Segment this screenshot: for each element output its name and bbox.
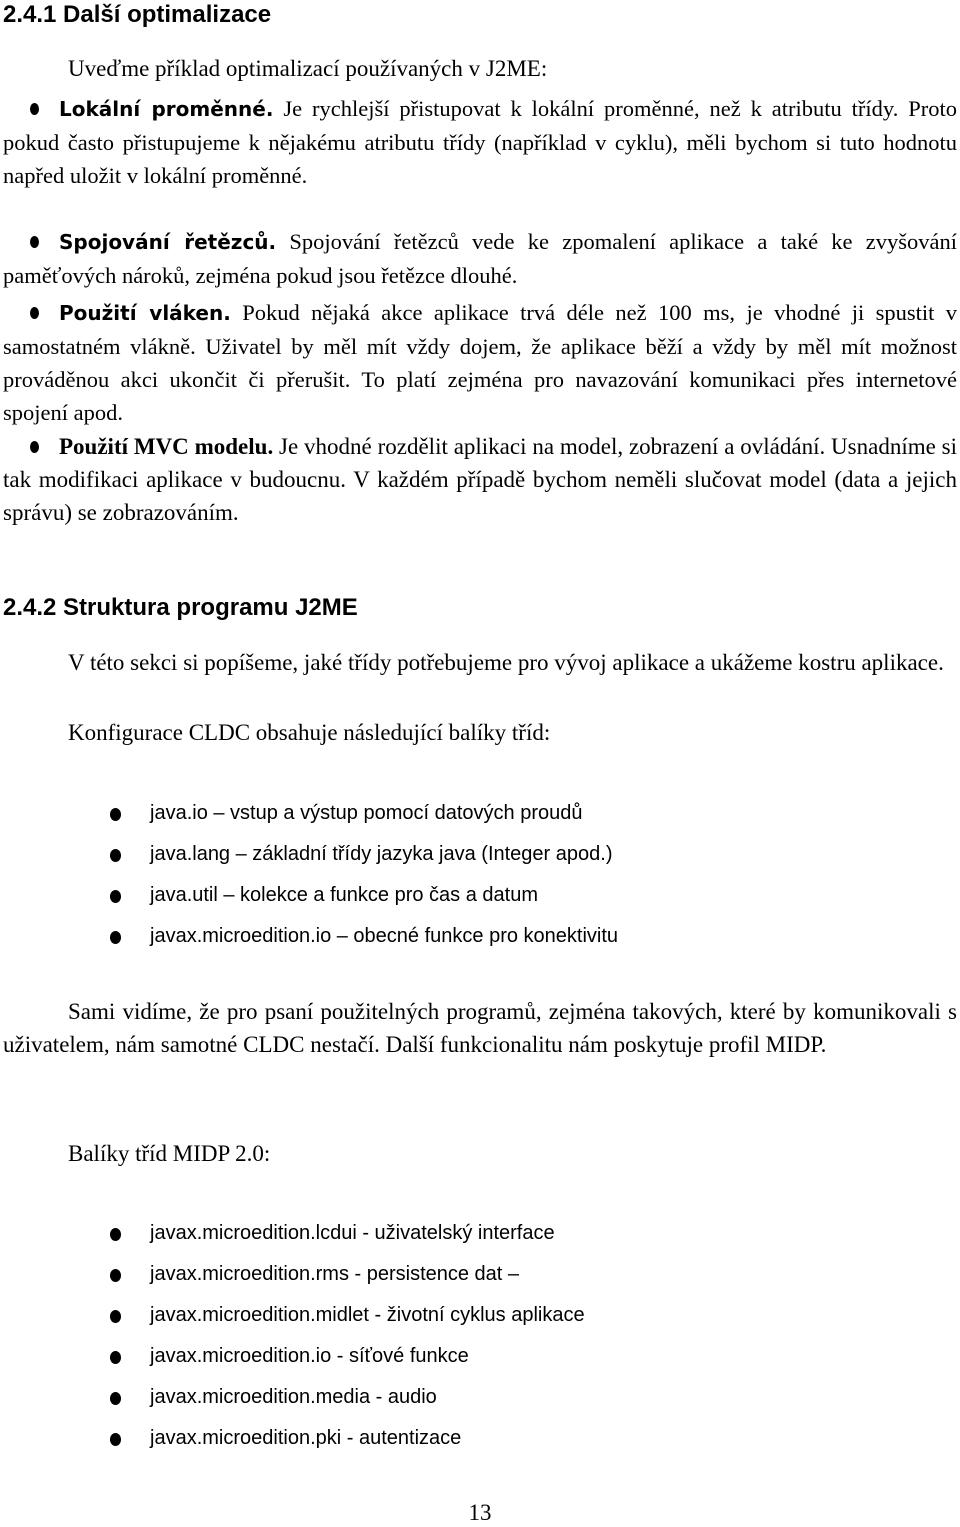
bullet-icon — [30, 441, 39, 453]
item-text: Spojování řetězců vede ke zpomalení aplikace a také ke zvyšování paměťových nároků, zejména pokud jsou řetězce dlouhé. — [3, 229, 958, 288]
bullet-icon — [110, 1433, 121, 1446]
list-item: javax.microedition.midlet - životní cyklus aplikace — [0, 1295, 960, 1336]
list-item: javax.microedition.lcdui - uživatelský interface — [0, 1213, 960, 1254]
bullet-icon — [110, 849, 121, 862]
list-item: javax.microedition.io – obecné funkce pro konektivitu — [0, 916, 960, 957]
list-item: javax.microedition.io - síťové funkce — [0, 1336, 960, 1377]
item-text: Je vhodné rozdělit aplikaci na model, zobrazení a ovládání. Usnadníme si tak modifikaci aplikace v budoucnu. V každém případě bychom neměli slučovat model (data a jejich správu) se zobrazováním. — [3, 434, 957, 525]
list-item: java.io – vstup a výstup pomocí datových proudů — [0, 793, 960, 834]
bullet-icon — [110, 1269, 121, 1282]
bullet-icon — [110, 1392, 121, 1405]
cldc-package-list — [0, 793, 960, 957]
bullet-icon — [30, 236, 39, 248]
bullet-icon — [30, 307, 39, 319]
item-term: Použití vláken. — [59, 301, 231, 325]
bullet-icon — [110, 1228, 121, 1241]
bullet-icon — [110, 931, 121, 944]
structure-intro: V této sekci si popíšeme, jaké třídy potřebujeme pro vývoj aplikace a ukážeme kostru aplikace. — [68, 650, 944, 675]
item-term: Lokální proměnné. — [59, 97, 274, 121]
optimization-item-strings — [3, 225, 957, 292]
optimization-item-local-vars — [3, 92, 957, 192]
bullet-icon — [110, 1351, 121, 1364]
bullet-icon — [110, 808, 121, 821]
item-text: Pokud nějaká akce aplikace trvá déle než 100 ms, je vhodné ji spustit v samostatném vlákně. Uživatel by měl mít vždy dojem, že aplikace běží a vždy by měl mít možnost prováděnou akci ukončit či přerušit. To platí zejména pro navazování komunikaci přes internetové spojení apod. — [3, 300, 957, 425]
midp-summary: Sami vidíme, že pro psaní použitelných programů, zejména takových, které by komunikovali s uživatelem, nám samotné CLDC nestačí. Další funkcionalitu nám poskytuje profil MIDP. — [3, 999, 957, 1057]
optimization-item-threads — [3, 296, 957, 429]
page-number: 13 — [468, 1500, 492, 1525]
bullet-icon — [110, 1310, 121, 1323]
section-heading-structure: 2.4.2 Struktura programu J2ME — [3, 594, 358, 621]
bullet-icon — [110, 890, 121, 903]
item-term: Spojování řetězců. — [59, 230, 277, 254]
section-heading-optimizations: 2.4.1 Další optimalizace — [3, 1, 272, 28]
midp-package-list — [0, 1213, 960, 1459]
list-item: java.util – kolekce a funkce pro čas a datum — [0, 875, 960, 916]
optimizations-intro: Uveďme příklad optimalizací používaných v J2ME: — [68, 56, 548, 81]
list-item: javax.microedition.media - audio — [0, 1377, 960, 1418]
midp-intro: Balíky tříd MIDP 2.0: — [68, 1141, 271, 1166]
cldc-intro: Konfigurace CLDC obsahuje následující balíky tříd: — [68, 720, 551, 745]
list-item: javax.microedition.rms - persistence dat – — [0, 1254, 960, 1295]
item-term: Použití MVC modelu. — [59, 434, 274, 459]
bullet-icon — [30, 103, 39, 115]
list-item: java.lang – základní třídy jazyka java (Integer apod.) — [0, 834, 960, 875]
optimization-item-mvc — [3, 430, 957, 529]
item-text: Je rychlejší přistupovat k lokální proměnné, než k atributu třídy. Proto pokud často přistupujeme k nějakému atributu třídy (například v cyklu), měli bychom si tuto hodnotu napřed uložit v lokální proměnné. — [3, 96, 957, 188]
list-item: javax.microedition.pki - autentizace — [0, 1418, 960, 1459]
